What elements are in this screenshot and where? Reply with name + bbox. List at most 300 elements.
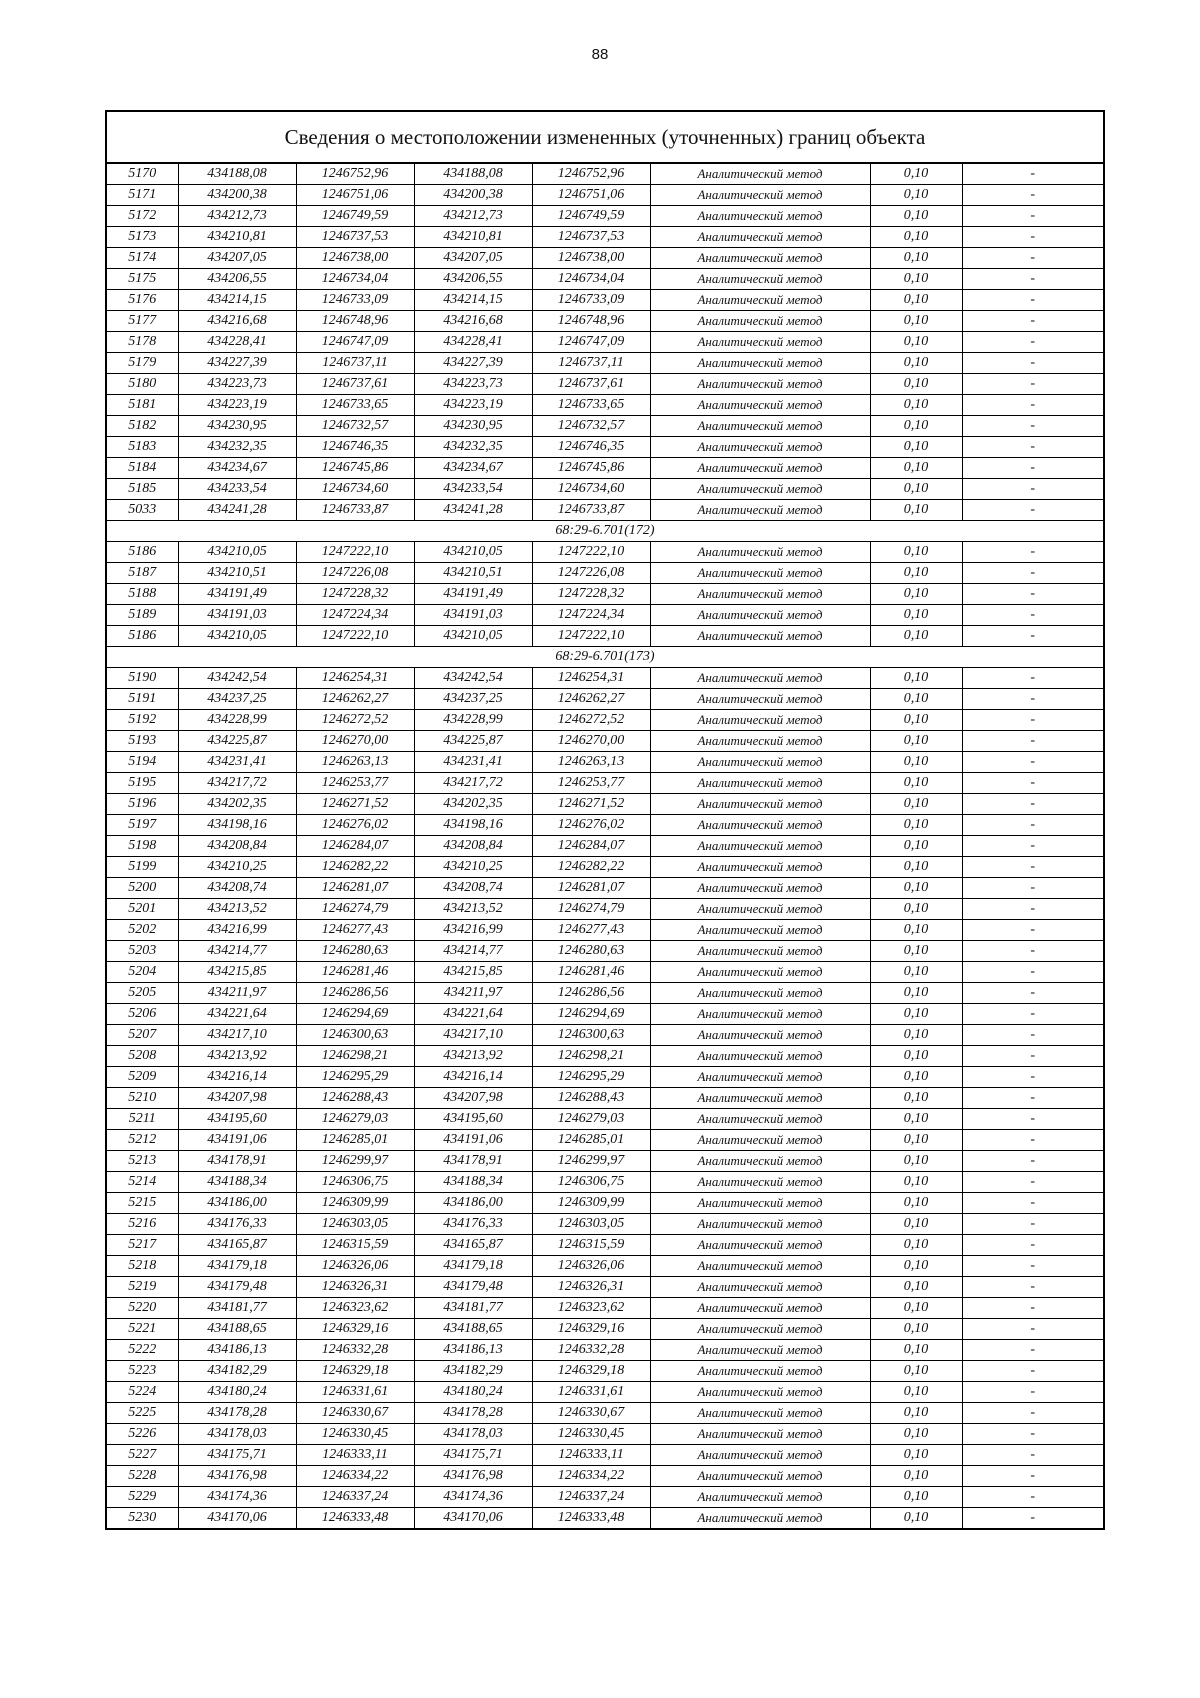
x-new-cell: 434213,52 xyxy=(414,899,532,920)
x-new-cell: 434210,25 xyxy=(414,857,532,878)
y-new-cell: 1246337,24 xyxy=(532,1487,650,1508)
x-new-cell: 434216,68 xyxy=(414,311,532,332)
x-old-cell: 434241,28 xyxy=(178,500,296,521)
x-new-cell: 434208,74 xyxy=(414,878,532,899)
x-old-cell: 434213,52 xyxy=(178,899,296,920)
note-cell: - xyxy=(962,1172,1104,1193)
x-new-cell: 434221,64 xyxy=(414,1004,532,1025)
point-id-cell: 5171 xyxy=(106,185,178,206)
method-cell: Аналитический метод xyxy=(650,1487,870,1508)
method-cell: Аналитический метод xyxy=(650,479,870,500)
accuracy-cell: 0,10 xyxy=(870,1214,962,1235)
x-old-cell: 434216,14 xyxy=(178,1067,296,1088)
method-cell: Аналитический метод xyxy=(650,353,870,374)
point-id-cell: 5225 xyxy=(106,1403,178,1424)
x-new-cell: 434179,18 xyxy=(414,1256,532,1277)
note-cell: - xyxy=(962,1025,1104,1046)
y-old-cell: 1246298,21 xyxy=(296,1046,414,1067)
note-cell: - xyxy=(962,185,1104,206)
accuracy-cell: 0,10 xyxy=(870,1445,962,1466)
x-new-cell: 434234,67 xyxy=(414,458,532,479)
table-row xyxy=(106,731,1104,752)
accuracy-cell: 0,10 xyxy=(870,374,962,395)
table-row xyxy=(106,1403,1104,1424)
y-new-cell: 1246281,07 xyxy=(532,878,650,899)
accuracy-cell: 0,10 xyxy=(870,206,962,227)
accuracy-cell: 0,10 xyxy=(870,815,962,836)
accuracy-cell: 0,10 xyxy=(870,500,962,521)
method-cell: Аналитический метод xyxy=(650,269,870,290)
table-row xyxy=(106,437,1104,458)
point-id-cell: 5228 xyxy=(106,1466,178,1487)
y-new-cell: 1246737,53 xyxy=(532,227,650,248)
accuracy-cell: 0,10 xyxy=(870,311,962,332)
table-caption: Сведения о местоположении измененных (уточненных) границ объекта xyxy=(106,111,1104,163)
note-cell: - xyxy=(962,1445,1104,1466)
point-id-cell: 5184 xyxy=(106,458,178,479)
note-cell: - xyxy=(962,962,1104,983)
point-id-cell: 5033 xyxy=(106,500,178,521)
point-id-cell: 5183 xyxy=(106,437,178,458)
y-old-cell: 1246282,22 xyxy=(296,857,414,878)
y-old-cell: 1246285,01 xyxy=(296,1130,414,1151)
y-old-cell: 1246270,00 xyxy=(296,731,414,752)
x-new-cell: 434207,98 xyxy=(414,1088,532,1109)
point-id-cell: 5187 xyxy=(106,563,178,584)
point-id-cell: 5201 xyxy=(106,899,178,920)
method-cell: Аналитический метод xyxy=(650,941,870,962)
note-cell: - xyxy=(962,269,1104,290)
method-cell: Аналитический метод xyxy=(650,163,870,185)
table-row xyxy=(106,1235,1104,1256)
x-old-cell: 434225,87 xyxy=(178,731,296,752)
x-new-cell: 434179,48 xyxy=(414,1277,532,1298)
x-new-cell: 434207,05 xyxy=(414,248,532,269)
point-id-cell: 5212 xyxy=(106,1130,178,1151)
y-old-cell: 1246749,59 xyxy=(296,206,414,227)
y-new-cell: 1246254,31 xyxy=(532,668,650,689)
y-new-cell: 1246299,97 xyxy=(532,1151,650,1172)
table-row xyxy=(106,773,1104,794)
note-cell: - xyxy=(962,206,1104,227)
y-new-cell: 1246748,96 xyxy=(532,311,650,332)
method-cell: Аналитический метод xyxy=(650,1025,870,1046)
y-old-cell: 1246337,24 xyxy=(296,1487,414,1508)
x-new-cell: 434200,38 xyxy=(414,185,532,206)
method-cell: Аналитический метод xyxy=(650,626,870,647)
point-id-cell: 5190 xyxy=(106,668,178,689)
x-old-cell: 434175,71 xyxy=(178,1445,296,1466)
y-new-cell: 1246326,31 xyxy=(532,1277,650,1298)
x-old-cell: 434228,41 xyxy=(178,332,296,353)
method-cell: Аналитический метод xyxy=(650,878,870,899)
y-new-cell: 1246329,16 xyxy=(532,1319,650,1340)
method-cell: Аналитический метод xyxy=(650,899,870,920)
x-new-cell: 434223,73 xyxy=(414,374,532,395)
x-old-cell: 434216,99 xyxy=(178,920,296,941)
point-id-cell: 5226 xyxy=(106,1424,178,1445)
table-row xyxy=(106,1487,1104,1508)
y-new-cell: 1247222,10 xyxy=(532,542,650,563)
x-new-cell: 434170,06 xyxy=(414,1508,532,1530)
table-row xyxy=(106,206,1104,227)
x-new-cell: 434210,81 xyxy=(414,227,532,248)
accuracy-cell: 0,10 xyxy=(870,1277,962,1298)
y-new-cell: 1246751,06 xyxy=(532,185,650,206)
note-cell: - xyxy=(962,710,1104,731)
y-new-cell: 1246276,02 xyxy=(532,815,650,836)
method-cell: Аналитический метод xyxy=(650,416,870,437)
note-cell: - xyxy=(962,1361,1104,1382)
boundary-table-container xyxy=(105,110,1103,1530)
x-new-cell: 434227,39 xyxy=(414,353,532,374)
note-cell: - xyxy=(962,584,1104,605)
x-new-cell: 434214,15 xyxy=(414,290,532,311)
y-new-cell: 1246331,61 xyxy=(532,1382,650,1403)
point-id-cell: 5202 xyxy=(106,920,178,941)
note-cell: - xyxy=(962,416,1104,437)
y-old-cell: 1246329,16 xyxy=(296,1319,414,1340)
method-cell: Аналитический метод xyxy=(650,1214,870,1235)
y-old-cell: 1246733,87 xyxy=(296,500,414,521)
y-new-cell: 1246281,46 xyxy=(532,962,650,983)
note-cell: - xyxy=(962,773,1104,794)
method-cell: Аналитический метод xyxy=(650,1424,870,1445)
y-new-cell: 1246300,63 xyxy=(532,1025,650,1046)
table-row xyxy=(106,1172,1104,1193)
table-row xyxy=(106,1361,1104,1382)
method-cell: Аналитический метод xyxy=(650,815,870,836)
table-row xyxy=(106,983,1104,1004)
accuracy-cell: 0,10 xyxy=(870,983,962,1004)
point-id-cell: 5172 xyxy=(106,206,178,227)
x-new-cell: 434191,03 xyxy=(414,605,532,626)
x-new-cell: 434182,29 xyxy=(414,1361,532,1382)
x-old-cell: 434242,54 xyxy=(178,668,296,689)
method-cell: Аналитический метод xyxy=(650,605,870,626)
accuracy-cell: 0,10 xyxy=(870,416,962,437)
note-cell: - xyxy=(962,1046,1104,1067)
table-row xyxy=(106,1193,1104,1214)
x-old-cell: 434223,73 xyxy=(178,374,296,395)
method-cell: Аналитический метод xyxy=(650,542,870,563)
point-id-cell: 5178 xyxy=(106,332,178,353)
y-new-cell: 1246284,07 xyxy=(532,836,650,857)
y-old-cell: 1246294,69 xyxy=(296,1004,414,1025)
y-new-cell: 1246738,00 xyxy=(532,248,650,269)
y-new-cell: 1247222,10 xyxy=(532,626,650,647)
y-new-cell: 1246272,52 xyxy=(532,710,650,731)
note-cell: - xyxy=(962,458,1104,479)
method-cell: Аналитический метод xyxy=(650,668,870,689)
table-row xyxy=(106,1277,1104,1298)
point-id-cell: 5206 xyxy=(106,1004,178,1025)
y-new-cell: 1246323,62 xyxy=(532,1298,650,1319)
accuracy-cell: 0,10 xyxy=(870,458,962,479)
y-new-cell: 1246737,11 xyxy=(532,353,650,374)
y-old-cell: 1246284,07 xyxy=(296,836,414,857)
y-old-cell: 1246334,22 xyxy=(296,1466,414,1487)
point-id-cell: 5221 xyxy=(106,1319,178,1340)
accuracy-cell: 0,10 xyxy=(870,941,962,962)
table-row xyxy=(106,815,1104,836)
method-cell: Аналитический метод xyxy=(650,206,870,227)
accuracy-cell: 0,10 xyxy=(870,1319,962,1340)
y-new-cell: 1247226,08 xyxy=(532,563,650,584)
table-row xyxy=(106,563,1104,584)
x-old-cell: 434210,51 xyxy=(178,563,296,584)
y-old-cell: 1246737,11 xyxy=(296,353,414,374)
y-new-cell: 1246286,56 xyxy=(532,983,650,1004)
accuracy-cell: 0,10 xyxy=(870,1256,962,1277)
x-new-cell: 434210,51 xyxy=(414,563,532,584)
x-new-cell: 434198,16 xyxy=(414,815,532,836)
method-cell: Аналитический метод xyxy=(650,1151,870,1172)
accuracy-cell: 0,10 xyxy=(870,857,962,878)
note-cell: - xyxy=(962,353,1104,374)
note-cell: - xyxy=(962,899,1104,920)
method-cell: Аналитический метод xyxy=(650,1340,870,1361)
table-row xyxy=(106,1088,1104,1109)
page-number: 88 xyxy=(591,46,609,63)
y-old-cell: 1246326,31 xyxy=(296,1277,414,1298)
x-old-cell: 434214,77 xyxy=(178,941,296,962)
method-cell: Аналитический метод xyxy=(650,773,870,794)
y-old-cell: 1246303,05 xyxy=(296,1214,414,1235)
y-old-cell: 1246331,61 xyxy=(296,1382,414,1403)
y-old-cell: 1246752,96 xyxy=(296,163,414,185)
method-cell: Аналитический метод xyxy=(650,374,870,395)
y-old-cell: 1247222,10 xyxy=(296,626,414,647)
x-new-cell: 434231,41 xyxy=(414,752,532,773)
note-cell: - xyxy=(962,794,1104,815)
x-new-cell: 434186,13 xyxy=(414,1340,532,1361)
x-old-cell: 434182,29 xyxy=(178,1361,296,1382)
y-old-cell: 1246748,96 xyxy=(296,311,414,332)
note-cell: - xyxy=(962,836,1104,857)
point-id-cell: 5204 xyxy=(106,962,178,983)
accuracy-cell: 0,10 xyxy=(870,1172,962,1193)
x-new-cell: 434242,54 xyxy=(414,668,532,689)
point-id-cell: 5186 xyxy=(106,542,178,563)
y-old-cell: 1246281,46 xyxy=(296,962,414,983)
x-old-cell: 434191,06 xyxy=(178,1130,296,1151)
method-cell: Аналитический метод xyxy=(650,1004,870,1025)
note-cell: - xyxy=(962,1508,1104,1530)
y-old-cell: 1246254,31 xyxy=(296,668,414,689)
boundary-coordinates-table xyxy=(105,110,1105,1530)
y-new-cell: 1246306,75 xyxy=(532,1172,650,1193)
y-old-cell: 1246263,13 xyxy=(296,752,414,773)
point-id-cell: 5214 xyxy=(106,1172,178,1193)
y-old-cell: 1246333,48 xyxy=(296,1508,414,1530)
table-row xyxy=(106,857,1104,878)
x-new-cell: 434216,14 xyxy=(414,1067,532,1088)
table-row xyxy=(106,899,1104,920)
table-row xyxy=(106,1319,1104,1340)
note-cell: - xyxy=(962,1130,1104,1151)
table-caption-row xyxy=(106,111,1104,163)
method-cell: Аналитический метод xyxy=(650,437,870,458)
table-row xyxy=(106,1025,1104,1046)
y-new-cell: 1246294,69 xyxy=(532,1004,650,1025)
y-new-cell: 1246330,45 xyxy=(532,1424,650,1445)
x-old-cell: 434176,98 xyxy=(178,1466,296,1487)
accuracy-cell: 0,10 xyxy=(870,752,962,773)
note-cell: - xyxy=(962,563,1104,584)
point-id-cell: 5191 xyxy=(106,689,178,710)
table-row xyxy=(106,500,1104,521)
x-old-cell: 434210,81 xyxy=(178,227,296,248)
x-old-cell: 434237,25 xyxy=(178,689,296,710)
y-new-cell: 1246309,99 xyxy=(532,1193,650,1214)
y-old-cell: 1247222,10 xyxy=(296,542,414,563)
method-cell: Аналитический метод xyxy=(650,458,870,479)
note-cell: - xyxy=(962,1319,1104,1340)
method-cell: Аналитический метод xyxy=(650,1466,870,1487)
section-header-row xyxy=(106,647,1104,668)
note-cell: - xyxy=(962,1298,1104,1319)
point-id-cell: 5222 xyxy=(106,1340,178,1361)
accuracy-cell: 0,10 xyxy=(870,773,962,794)
x-new-cell: 434237,25 xyxy=(414,689,532,710)
point-id-cell: 5230 xyxy=(106,1508,178,1530)
x-new-cell: 434241,28 xyxy=(414,500,532,521)
table-row xyxy=(106,248,1104,269)
y-new-cell: 1246253,77 xyxy=(532,773,650,794)
x-old-cell: 434216,68 xyxy=(178,311,296,332)
x-new-cell: 434228,99 xyxy=(414,710,532,731)
note-cell: - xyxy=(962,1235,1104,1256)
table-row xyxy=(106,668,1104,689)
y-old-cell: 1246299,97 xyxy=(296,1151,414,1172)
accuracy-cell: 0,10 xyxy=(870,437,962,458)
accuracy-cell: 0,10 xyxy=(870,563,962,584)
accuracy-cell: 0,10 xyxy=(870,290,962,311)
note-cell: - xyxy=(962,605,1104,626)
x-new-cell: 434186,00 xyxy=(414,1193,532,1214)
point-id-cell: 5210 xyxy=(106,1088,178,1109)
note-cell: - xyxy=(962,668,1104,689)
table-row xyxy=(106,458,1104,479)
table-row xyxy=(106,962,1104,983)
y-old-cell: 1246281,07 xyxy=(296,878,414,899)
table-row xyxy=(106,1508,1104,1530)
y-old-cell: 1246276,02 xyxy=(296,815,414,836)
x-old-cell: 434217,72 xyxy=(178,773,296,794)
y-new-cell: 1246329,18 xyxy=(532,1361,650,1382)
y-old-cell: 1246747,09 xyxy=(296,332,414,353)
table-row xyxy=(106,1340,1104,1361)
note-cell: - xyxy=(962,752,1104,773)
x-new-cell: 434217,72 xyxy=(414,773,532,794)
x-old-cell: 434200,38 xyxy=(178,185,296,206)
x-old-cell: 434178,03 xyxy=(178,1424,296,1445)
y-new-cell: 1246277,43 xyxy=(532,920,650,941)
point-id-cell: 5208 xyxy=(106,1046,178,1067)
y-old-cell: 1246733,09 xyxy=(296,290,414,311)
y-new-cell: 1246746,35 xyxy=(532,437,650,458)
x-old-cell: 434174,36 xyxy=(178,1487,296,1508)
table-row xyxy=(106,836,1104,857)
table-row xyxy=(106,878,1104,899)
table-row xyxy=(106,794,1104,815)
x-new-cell: 434210,05 xyxy=(414,542,532,563)
table-row xyxy=(106,374,1104,395)
x-new-cell: 434225,87 xyxy=(414,731,532,752)
accuracy-cell: 0,10 xyxy=(870,395,962,416)
table-row xyxy=(106,1256,1104,1277)
accuracy-cell: 0,10 xyxy=(870,1004,962,1025)
x-old-cell: 434188,08 xyxy=(178,163,296,185)
method-cell: Аналитический метод xyxy=(650,1172,870,1193)
table-row xyxy=(106,1109,1104,1130)
y-new-cell: 1246734,04 xyxy=(532,269,650,290)
accuracy-cell: 0,10 xyxy=(870,332,962,353)
x-old-cell: 434232,35 xyxy=(178,437,296,458)
note-cell: - xyxy=(962,1256,1104,1277)
point-id-cell: 5207 xyxy=(106,1025,178,1046)
y-old-cell: 1246323,62 xyxy=(296,1298,414,1319)
point-id-cell: 5197 xyxy=(106,815,178,836)
y-old-cell: 1246280,63 xyxy=(296,941,414,962)
x-new-cell: 434206,55 xyxy=(414,269,532,290)
accuracy-cell: 0,10 xyxy=(870,689,962,710)
table-row xyxy=(106,395,1104,416)
x-old-cell: 434202,35 xyxy=(178,794,296,815)
y-new-cell: 1246745,86 xyxy=(532,458,650,479)
accuracy-cell: 0,10 xyxy=(870,542,962,563)
y-old-cell: 1246745,86 xyxy=(296,458,414,479)
y-new-cell: 1246733,65 xyxy=(532,395,650,416)
x-new-cell: 434216,99 xyxy=(414,920,532,941)
y-old-cell: 1246326,06 xyxy=(296,1256,414,1277)
y-new-cell: 1246274,79 xyxy=(532,899,650,920)
note-cell: - xyxy=(962,500,1104,521)
point-id-cell: 5219 xyxy=(106,1277,178,1298)
x-new-cell: 434230,95 xyxy=(414,416,532,437)
point-id-cell: 5215 xyxy=(106,1193,178,1214)
y-new-cell: 1246733,87 xyxy=(532,500,650,521)
x-new-cell: 434214,77 xyxy=(414,941,532,962)
x-old-cell: 434198,16 xyxy=(178,815,296,836)
method-cell: Аналитический метод xyxy=(650,227,870,248)
note-cell: - xyxy=(962,626,1104,647)
point-id-cell: 5227 xyxy=(106,1445,178,1466)
accuracy-cell: 0,10 xyxy=(870,1025,962,1046)
note-cell: - xyxy=(962,248,1104,269)
point-id-cell: 5193 xyxy=(106,731,178,752)
method-cell: Аналитический метод xyxy=(650,1445,870,1466)
x-new-cell: 434176,98 xyxy=(414,1466,532,1487)
method-cell: Аналитический метод xyxy=(650,1382,870,1403)
x-new-cell: 434188,65 xyxy=(414,1319,532,1340)
accuracy-cell: 0,10 xyxy=(870,836,962,857)
y-new-cell: 1246334,22 xyxy=(532,1466,650,1487)
accuracy-cell: 0,10 xyxy=(870,605,962,626)
point-id-cell: 5182 xyxy=(106,416,178,437)
y-new-cell: 1246279,03 xyxy=(532,1109,650,1130)
x-old-cell: 434215,85 xyxy=(178,962,296,983)
point-id-cell: 5176 xyxy=(106,290,178,311)
note-cell: - xyxy=(962,1151,1104,1172)
x-new-cell: 434178,03 xyxy=(414,1424,532,1445)
note-cell: - xyxy=(962,1487,1104,1508)
table-row xyxy=(106,689,1104,710)
table-row xyxy=(106,1298,1104,1319)
y-old-cell: 1246737,61 xyxy=(296,374,414,395)
y-new-cell: 1246333,11 xyxy=(532,1445,650,1466)
